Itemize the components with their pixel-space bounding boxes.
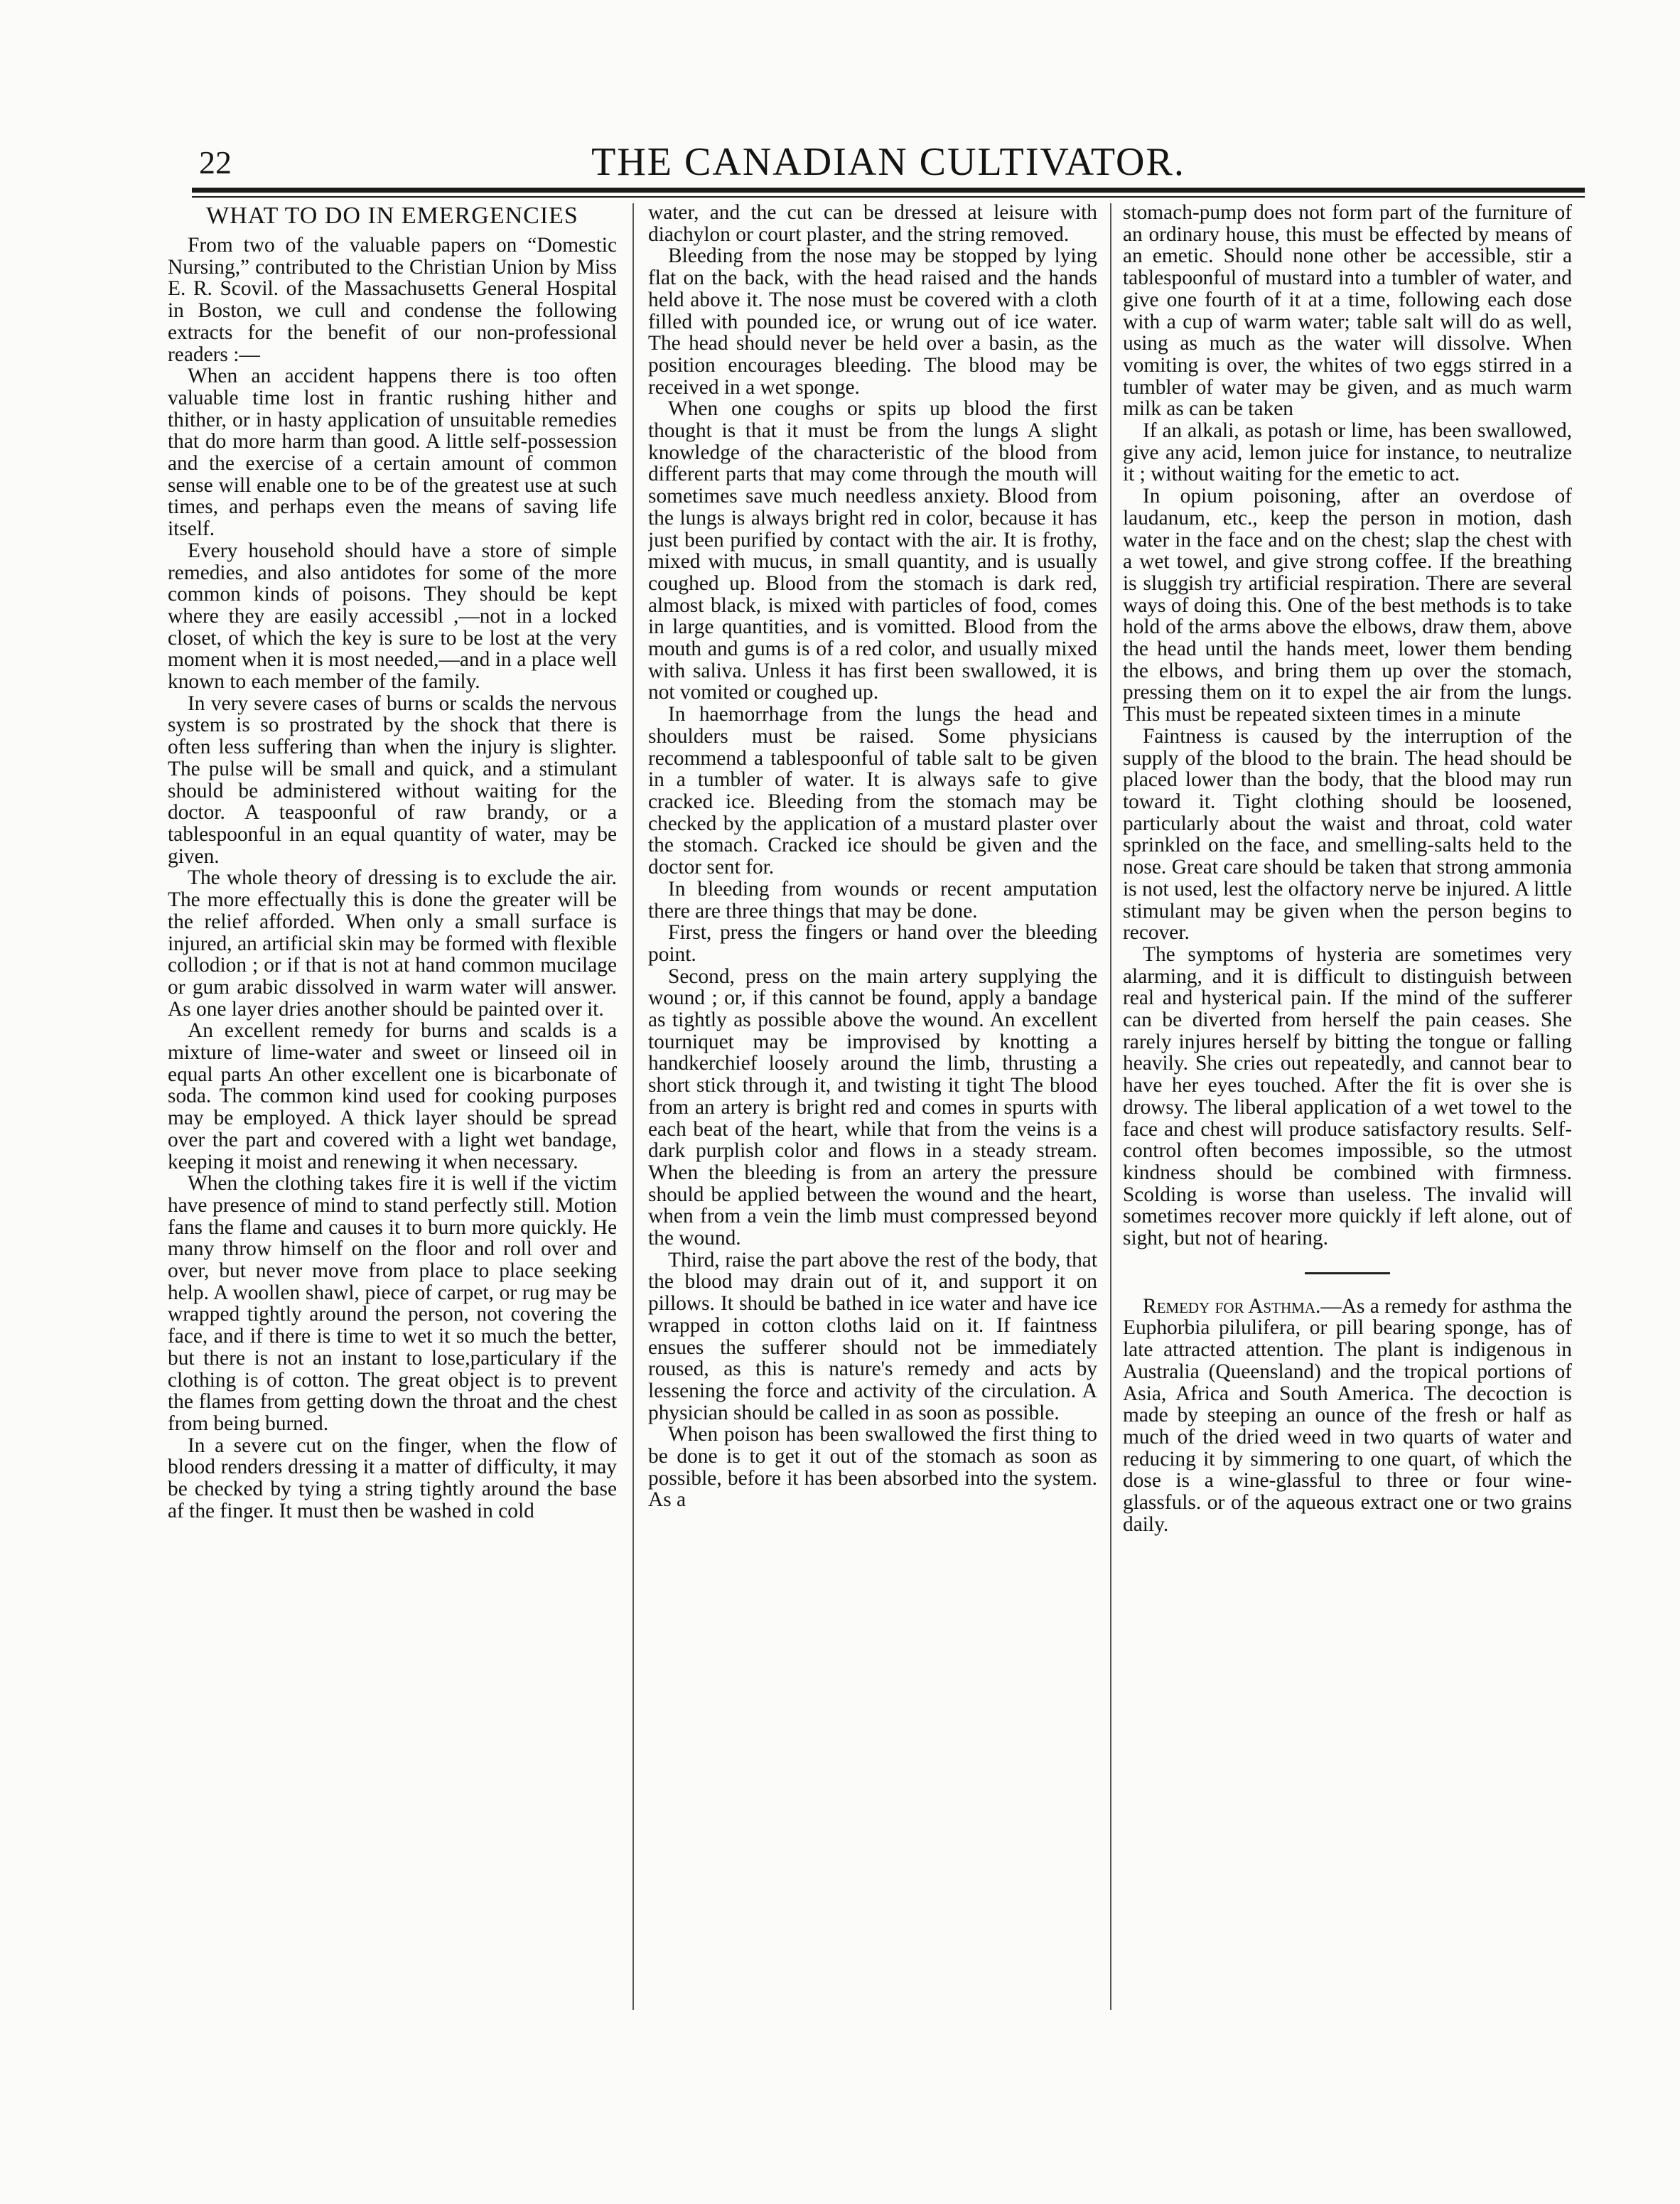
paragraph: In bleeding from wounds or recent amputation there are three things that may be done. — [648, 877, 1097, 923]
paragraph: When an accident happens there is too often valuable time lost in frantic rushing hither and thither, or in hasty application of unsuitable remedies that do more harm than good. A little self-possession and the exercise of a certain amount of common sense will enable one to be of the greatest use at such times, and perhaps even the means of saving life itself. — [168, 365, 617, 541]
remedy-paragraph — [1123, 1296, 1572, 1536]
page-number: 22 — [199, 144, 232, 181]
paragraph: water, and the cut can be dressed at leisure with diachylon or court plaster, and the string removed. — [648, 202, 1097, 246]
column-divider — [632, 203, 634, 2010]
newspaper-title: THE CANADIAN CULTIVATOR. — [591, 140, 1185, 184]
page-header — [192, 139, 1585, 189]
paragraph: From two of the valuable papers on “Domestic Nursing,” contributed to the Christian Union by Miss E. R. Scovil. of the Massachusetts General Hospital in Boston, we cull and condense the following extracts for the benefit of our non-professional readers :— — [168, 234, 617, 366]
paragraph: First, press the fingers or hand over the bleeding point. — [648, 921, 1097, 966]
paragraph: When the clothing takes fire it is well if the victim have presence of mind to stand perfectly still. Motion fans the flame and causes it to burn more quickly. He many throw himself on the floor and roll over and over, but never move from place to place seeking help. A woollen shawl, piece of carpet, or rug may be wrapped tightly around the person, not covering the face, and if there is time to wet it so much the better, but there is not an instant to lose,particulary if the clothing is of cotton. The great object is to prevent the flames from getting down the throat and the chest from being burned. — [168, 1172, 617, 1435]
paragraph: stomach-pump does not form part of the furniture of an ordinary house, this must be effected by means of an emetic. Should none other be accessible, stir a tablespoonful of mustard into a tumbler of water, and give one fourth of it at a time, following each dose with a cup of warm water; table salt will do as well, using as much as the water will dissolve. When vomiting is over, the whites of two eggs stirred in a tumbler of water may be given, and as much warm milk as can be taken — [1123, 202, 1572, 421]
paragraph: Bleeding from the nose may be stopped by lying flat on the back, with the head raised and the hands held above it. The nose must be covered with a cloth filled with pounded ice, or wrung out of ice water. The head should never be held over a basin, as the position encourages bleeding. The blood may be received in a wet sponge. — [648, 244, 1097, 399]
paragraph: In very severe cases of burns or scalds the nervous system is so prostrated by the shock that there is often less suffering than when the injury is slighter. The pulse will be small and quick, and a stimulant should be administered without waiting for the doctor. A teaspoonful of raw brandy, or a tablespoonful in an equal quantity of water, may be given. — [168, 692, 617, 868]
remedy-body: —As a remedy for asthma the Euphorbia pilulifera, or pill bearing sponge, has of late attracted attention. The plant is indigenous in Australia (Queensland) and the tropical portions of Asia, Africa and South America. The decoction is made by steeping an ounce of the fresh or half as much of the dried weed in two quarts of water and reducing it by simmering to one quart, of which the dose is a wine-glassful to three or four wine-glassfuls. or of the aqueous extract one or two grains daily. — [1123, 1294, 1572, 1536]
header-rule-thin — [192, 196, 1585, 198]
header-rule — [192, 188, 1585, 193]
paragraph: In opium poisoning, after an overdose of laudanum, etc., keep the person in motion, dash water in the face and on the chest; slap the chest with a wet towel, and give strong coffee. If the breathing is sluggish try artificial respiration. There are several ways of doing this. One of the best methods is to take hold of the arms above the elbows, draw them, above the head until the hands meet, lower them bending the elbows, and bring them up over the stomach, pressing them on it to expel the air from the lungs. This must be repeated sixteen times in a minute — [1123, 485, 1572, 726]
paragraph: The symptoms of hysteria are sometimes very alarming, and it is difficult to distinguish between real and hysterical pain. If the mind of the sufferer can be diverted from herself the pain ceases. She rarely injures herself by bitting the tongue or falling heavily. She cries out repeatedly, and cannot bear to have her eyes touched. After the fit is over she is drowsy. The liberal application of a wet towel to the face and chest will produce satisfactory results. Self-control often becomes impossible, so the utmost kindness should be combined with firmness. Scolding is worse than useless. The invalid will sometimes recover more quickly if left alone, out of sight, but not of hearing. — [1123, 942, 1572, 1250]
column-1 — [168, 202, 617, 2021]
paragraph: The whole theory of dressing is to exclude the air. The more effectually this is done the greater will be the relief afforded. When only a small surface is injured, an artificial skin may be formed with flexible collodion ; or if that is not at hand common mucilage or gum arabic dissolved in warm water will answer. As one layer dries another should be painted over it. — [168, 866, 617, 1021]
paragraph: In a severe cut on the finger, when the flow of blood renders dressing it a matter of difficulty, it may be checked by tying a string tightly around the base af the finger. It must then be washed in cold — [168, 1434, 617, 1522]
paragraph: Every household should have a store of simple remedies, and also antidotes for some of the more common kinds of poisons. They should be kept where they are easily accessibl ,—not in a locked closet, of which the key is sure to be lost at the very moment when it is most needed,—and in a place well known to each member of the family. — [168, 539, 617, 694]
article-heading: WHAT TO DO IN EMERGENCIES — [206, 203, 578, 229]
remedy-lead: Remedy for Asthma. — [1143, 1294, 1321, 1318]
paragraph: In haemorrhage from the lungs the head and shoulders must be raised. Some physicians recommend a tablespoonful of table salt to be given in a tumbler of water. It is always safe to give cracked ice. Bleeding from the stomach may be checked by the application of a mustard plaster over the stomach. Cracked ice should be given and the doctor sent for. — [648, 703, 1097, 879]
paragraph: An excellent remedy for burns and scalds is a mixture of lime-water and sweet or linseed oil in equal parts An other excellent one is bicarbonate of soda. The common kind used for cooking purposes may be employed. A thick layer should be spread over the part and covered with a light wet bandage, keeping it moist and renewing it when necessary. — [168, 1019, 617, 1173]
paragraph: When one coughs or spits up blood the first thought is that it must be from the lungs A slight knowledge of the characteristic of the blood from different parts that may come through the mouth will sometimes save much needless anxiety. Blood from the lungs is always bright red in color, because it has just been purified by contact with the air. It is frothy, mixed with mucus, in small quantity, and is usually coughed up. Blood from the stomach is dark red, almost black, is mixed with particles of food, comes in large quantities, and is vomitted. Blood from the mouth and gums is of a red color, and usually mixed with saliva. Unless it has first been swallowed, it is not vomited or coughed up. — [648, 397, 1097, 704]
paragraph: When poison has been swallowed the first thing to be done is to get it out of the stomach as soon as possible, before it has been absorbed into the system. As a — [648, 1423, 1097, 1512]
column-2 — [648, 202, 1097, 2021]
paragraph: Faintness is caused by the interruption of the supply of the blood to the brain. The head should be placed lower than the body, that the blood may run toward it. Tight clothing should be loosened, particularly about the waist and throat, cold water sprinkled on the face, and smelling-salts held to the nose. Great care should be taken that strong ammonia is not used, lest the olfactory nerve be injured. A little stimulant may be given when the person begins to recover. — [1123, 724, 1572, 945]
paragraph: If an alkali, as potash or lime, has been swallowed, give any acid, lemon juice for instance, to neutralize it ; without waiting for the emetic to act. — [1123, 419, 1572, 486]
paragraph: Second, press on the main artery supplying the wound ; or, if this cannot be found, apply a bandage as tightly as possible above the wound. An excellent tourniquet may be improvised by knotting a handkerchief loosely around the limb, thrusting a short stick through it, and twisting it tight The blood from an artery is bright red and comes in spurts with each beat of the heart, while that from the veins is a dark purplish color and flows in a steady stream. When the bleeding is from an artery the pressure should be applied between the wound and the heart, when from a vein the limb must compressed beyond the wound. — [648, 964, 1097, 1250]
paragraph: Third, raise the part above the rest of the body, that the blood may drain out of it, and support it on pillows. It should be bathed in ice water and have ice wrapped in cotton cloths laid on it. If faintness ensues the sufferer should not be immediately roused, as this is nature's remedy and acts by lessening the force and activity of the circulation. A physician should be called in as soon as possible. — [648, 1248, 1097, 1424]
section-divider — [1305, 1272, 1390, 1274]
column-3 — [1123, 202, 1572, 2021]
column-divider — [1110, 203, 1111, 2010]
